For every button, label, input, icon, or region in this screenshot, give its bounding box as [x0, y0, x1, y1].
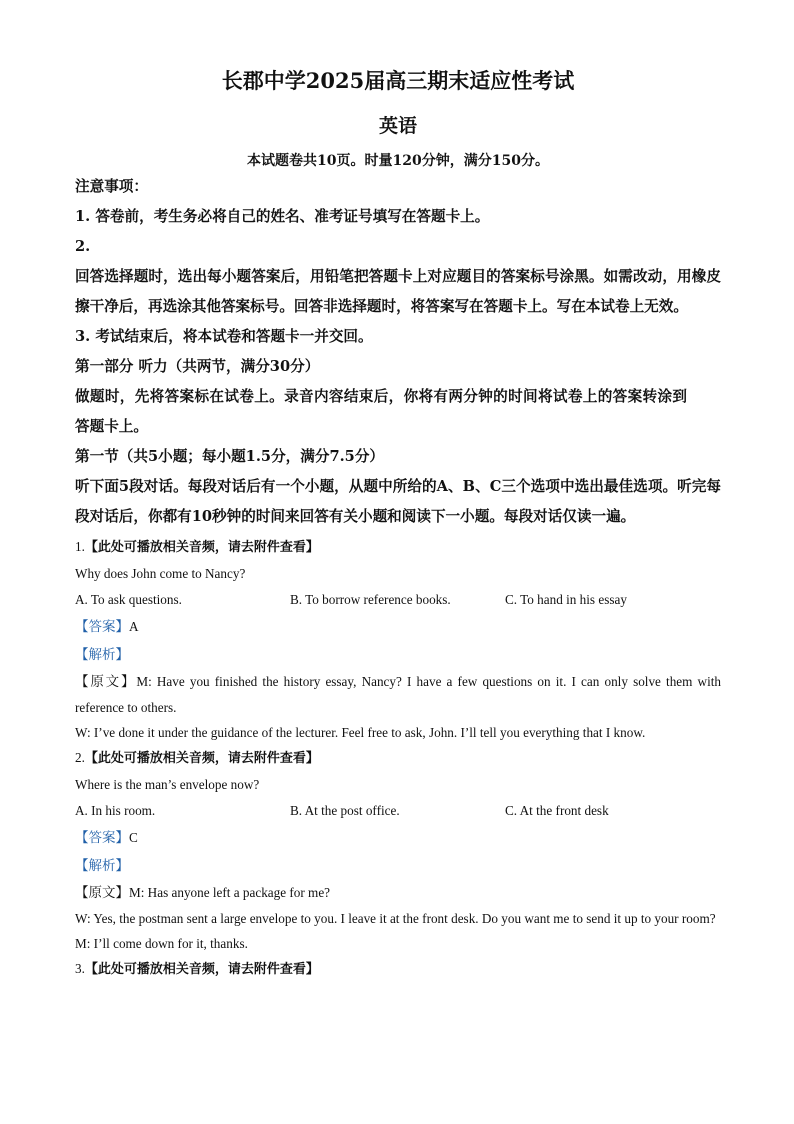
audio-note: 【此处可播放相关音频，请去附件查看】: [84, 751, 319, 766]
transcript-line: [75, 880, 721, 906]
answer-value: A: [129, 619, 139, 634]
analysis-tag: 【解析】: [75, 647, 129, 663]
note-item-1: 1. 答卷前，考生务必将自己的姓名、准考证号填写在答题卡上。: [75, 208, 490, 225]
original-tag: 【原文】: [75, 674, 137, 690]
note-item-2-text: 回答选择题时，选出每小题答案后，用铅笔把答题卡上对应题目的答案标号涂黑。如需改动，用橡皮擦干净后，再选涂其他答案标号。回答非选择题时，将答案写在答题卡上。写在本试卷上无效。: [75, 268, 721, 315]
part1-heading: 第一部分 听力（共两节，满分30分）: [75, 358, 320, 375]
option-b: B. At the post office.: [290, 803, 400, 818]
part1-instruction: 做题时，先将答案标在试卷上。录音内容结束后，你将有两分钟的时间将试卷上的答案转涂到答题卡上。: [75, 388, 687, 435]
option-c: C. At the front desk: [505, 803, 609, 818]
answer-tag: 【答案】: [75, 619, 129, 635]
original-tag: 【原文】: [75, 885, 129, 901]
question-text: Why does John come to Nancy?: [75, 566, 246, 581]
transcript-line: W: I’ve done it under the guidance of the lecturer. Feel free to ask, John. I’ll tell you everything that I know.: [75, 725, 646, 740]
question-header: [75, 745, 721, 772]
exam-title: 长郡中学2025届高三期末适应性考试: [221, 68, 575, 93]
question-1: [75, 534, 721, 745]
question-header: [75, 956, 721, 983]
option-a: A. In his room.: [75, 803, 156, 818]
question-2: [75, 745, 721, 956]
option-b: B. To borrow reference books.: [290, 592, 451, 607]
answer-line: [75, 613, 721, 641]
options-row: [75, 587, 721, 613]
question-header: [75, 534, 721, 561]
answer-value: C: [129, 830, 138, 845]
options-row: [75, 798, 721, 824]
section1-instruction: 听下面5段对话。每段对话后有一个小题，从题中所给的A、B、C三个选项中选出最佳选项。听完每段对话后，你都有10秒钟的时间来回答有关小题和阅读下一小题。每段对话仅读一遍。: [75, 478, 721, 525]
transcript-text: M: Have you finished the history essay, Nancy? I have a few questions on it. I can only solve them with reference to others.: [75, 674, 722, 715]
question-number: 2.: [75, 750, 85, 765]
transcript-line: [75, 669, 721, 720]
question-number: 3.: [75, 961, 85, 976]
option-c: C. To hand in his essay: [505, 592, 627, 607]
answer-tag: 【答案】: [75, 830, 129, 846]
analysis-line: [75, 852, 721, 880]
option-a: A. To ask questions.: [75, 592, 182, 607]
analysis-tag: 【解析】: [75, 858, 129, 874]
subject-title: 英语: [378, 115, 417, 137]
exam-page: [75, 66, 721, 983]
question-number: 1.: [75, 539, 85, 554]
audio-note: 【此处可播放相关音频，请去附件查看】: [84, 540, 319, 555]
section1-heading: 第一节（共5小题；每小题1.5分，满分7.5分）: [75, 448, 385, 465]
note-item-2-number: 2.: [75, 238, 91, 255]
transcript-line: M: I’ll come down for it, thanks.: [75, 936, 248, 951]
analysis-line: [75, 641, 721, 669]
exam-info: 本试题卷共10页。时量120分钟，满分150分。: [247, 153, 549, 169]
answer-line: [75, 824, 721, 852]
audio-note: 【此处可播放相关音频，请去附件查看】: [84, 962, 319, 977]
transcript-text: M: Has anyone left a package for me?: [129, 885, 331, 900]
notes-heading: 注意事项：: [75, 178, 148, 195]
question-text: Where is the man’s envelope now?: [75, 777, 260, 792]
question-3: [75, 956, 721, 983]
note-item-3: 3. 考试结束后，将本试卷和答题卡一并交回。: [75, 328, 373, 345]
transcript-line: W: Yes, the postman sent a large envelope to you. I leave it at the front desk. Do you want me to send it up to your room?: [75, 911, 716, 926]
